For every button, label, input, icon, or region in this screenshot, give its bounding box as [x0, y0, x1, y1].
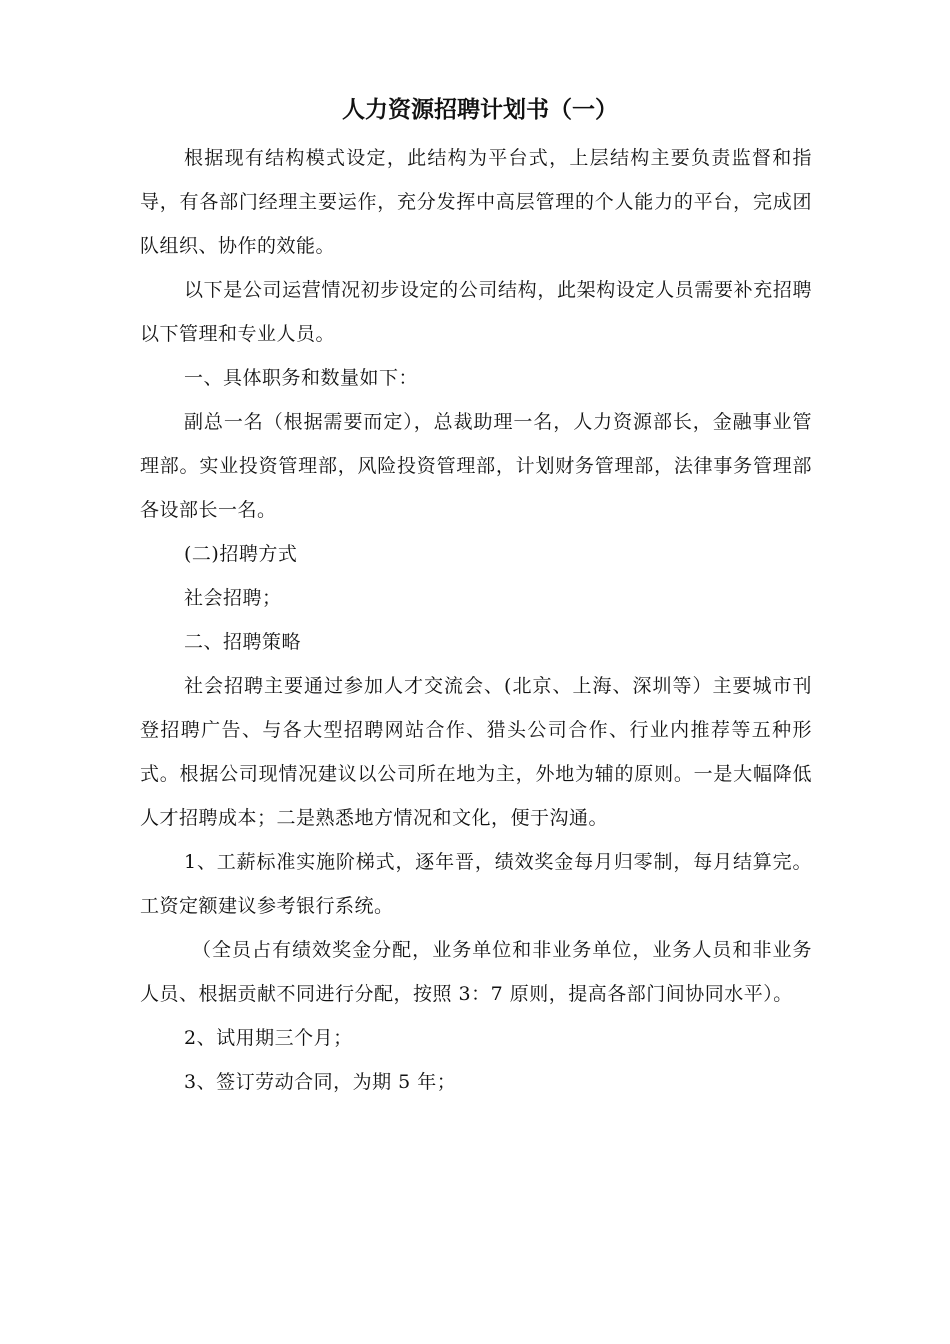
paragraph-bonus-note: （全员占有绩效奖金分配，业务单位和非业务单位，业务人员和非业务人员、根据贡献不同进行分配，按照 3：7 原则，提高各部门间协同水平）。 — [140, 939, 812, 1005]
document-page — [140, 84, 812, 1104]
paragraph-positions-list: 副总一名（根据需要而定），总裁助理一名，人力资源部长，金融事业管理部。实业投资管理部，风险投资管理部，计划财务管理部，法律事务管理部各设部长一名。 — [140, 411, 812, 521]
paragraph-strategy-details: 社会招聘主要通过参加人才交流会、(北京、上海、深圳等）主要城市刊登招聘广告、与各大型招聘网站合作、猎头公司合作、行业内推荐等五种形式。根据公司现情况建议以公司所在地为主，外地为辅的原则。一是大幅降低人才招聘成本；二是熟悉地方情况和文化，便于沟通。 — [140, 675, 812, 829]
heading-recruitment-method: (二)招聘方式 — [184, 543, 298, 565]
list-item-contract: 3、签订劳动合同，为期 5 年； — [184, 1071, 457, 1093]
heading-recruitment-strategy: 二、招聘策略 — [184, 631, 302, 653]
document-title: 人力资源招聘计划书（一） — [342, 97, 618, 123]
paragraph-company-structure: 以下是公司运营情况初步设定的公司结构，此架构设定人员需要补充招聘以下管理和专业人员。 — [140, 279, 812, 345]
list-item-probation: 2、试用期三个月； — [184, 1027, 353, 1049]
paragraph-structure-intro: 根据现有结构模式设定，此结构为平台式，上层结构主要负责监督和指导，有各部门经理主要运作，充分发挥中高层管理的个人能力的平台，完成团队组织、协作的效能。 — [140, 147, 812, 257]
heading-positions: 一、具体职务和数量如下： — [184, 367, 419, 389]
paragraph-social-recruitment: 社会招聘； — [184, 587, 282, 609]
list-item-salary: 1、工薪标准实施阶梯式，逐年晋，绩效奖金每月归零制，每月结算完。工资定额建议参考银行系统。 — [140, 851, 812, 917]
